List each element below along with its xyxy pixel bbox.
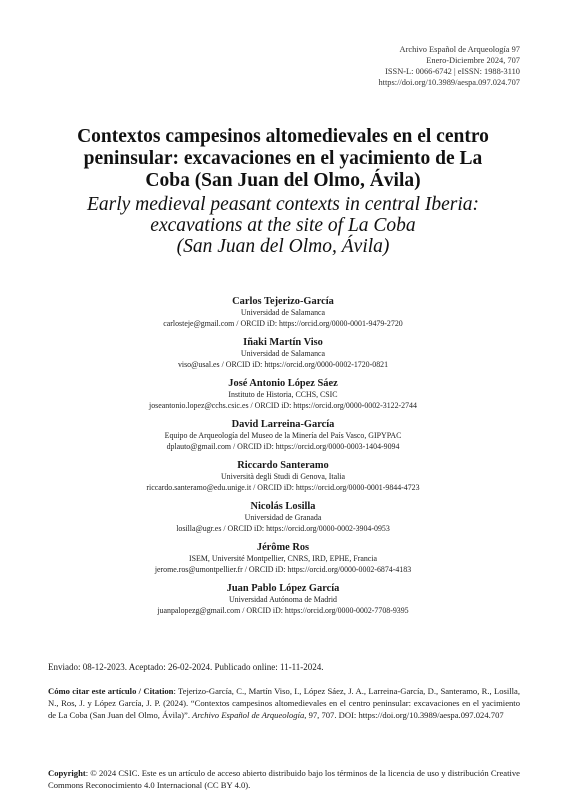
author-entry	[40, 459, 526, 493]
citation-label: Cómo citar este artículo / Citation	[48, 686, 174, 696]
title-english	[48, 194, 518, 257]
author-entry	[40, 336, 526, 370]
title-en-line: excavations at the site of La Coba	[150, 215, 416, 236]
author-affiliation: Equipo de Arqueología del Museo de la Minería del País Vasco, GIPYPAC	[164, 431, 402, 440]
journal-header	[378, 44, 520, 88]
author-contact[interactable]: jerome.ros@umontpellier.fr / ORCID iD: https://orcid.org/0000-0002-6874-4183	[154, 564, 412, 574]
title-en-line: Early medieval peasant contexts in central Iberia:	[86, 194, 480, 215]
author-entry	[40, 541, 526, 575]
author-list	[40, 295, 526, 623]
author-entry	[40, 500, 526, 534]
title-block	[48, 126, 518, 257]
author-affiliation: Università degli Studi di Genova, Italia	[220, 472, 346, 481]
author-name: Iñaki Martín Viso	[243, 337, 323, 348]
author-contact[interactable]: dplauto@gmail.com / ORCID iD: https://orcid.org/0000-0003-1404-9094	[166, 441, 400, 451]
author-affiliation: Universidad de Salamanca	[240, 308, 326, 317]
journal-doi-link[interactable]: https://doi.org/10.3989/aespa.097.024.707	[378, 78, 520, 87]
author-contact[interactable]: carlosteje@gmail.com / ORCID iD: https://orcid.org/0000-0001-9479-2720	[163, 318, 403, 328]
author-contact[interactable]: losilla@ugr.es / ORCID iD: https://orcid.org/0000-0002-3904-0953	[176, 523, 390, 533]
author-affiliation: Universidad de Salamanca	[240, 349, 326, 358]
title-en-line: (San Juan del Olmo, Ávila)	[176, 236, 390, 257]
journal-issn: ISSN-L: 0066-6742 | eISSN: 1988-3110	[385, 67, 520, 76]
author-name: Carlos Tejerizo-García	[232, 296, 334, 307]
author-name: Jérôme Ros	[256, 542, 310, 553]
copyright-label: Copyright	[48, 768, 86, 778]
author-name: Juan Pablo López García	[226, 583, 340, 594]
author-contact[interactable]: viso@usal.es / ORCID iD: https://orcid.org/0000-0002-1720-0821	[177, 359, 389, 369]
author-entry	[40, 295, 526, 329]
author-name: José Antonio López Sáez	[228, 378, 338, 389]
author-affiliation: Instituto de Historia, CCHS, CSIC	[228, 390, 338, 399]
author-contact[interactable]: joseantonio.lopez@cchs.csic.es / ORCID iD: https://orcid.org/0000-0002-3122-2744	[149, 400, 417, 410]
title-es-line: Coba (San Juan del Olmo, Ávila)	[145, 170, 421, 191]
citation-text: : Tejerizo-García, C., Martín Viso, I., López Sáez, J. A., Larreina-García, D., Santeramo, R., Losilla, N., Ros, J. y López García, J. P. (2024). “Contextos campesinos altomedievales en el centro peninsular: excavaciones en el yacimiento de La Coba (San Juan del Olmo, Ávila)”.	[48, 686, 520, 720]
author-entry	[40, 582, 526, 616]
title-es-line: peninsular: excavaciones en el yacimiento de La	[83, 148, 483, 169]
copyright-text: : © 2024 CSIC. Este es un artículo de acceso abierto distribuido bajo los términos de la licencia de uso y distribución Creative Commons Reconocimiento 4.0 Internacional (CC BY 4.0).	[48, 768, 520, 790]
citation-block	[48, 685, 520, 721]
journal-name: Archivo Español de Arqueología 97	[399, 45, 520, 54]
author-affiliation: ISEM, Université Montpellier, CNRS, IRD, EPHE, Francia	[189, 554, 377, 563]
author-contact[interactable]: riccardo.santeramo@edu.unige.it / ORCID iD: https://orcid.org/0000-0001-9844-4723	[146, 482, 420, 492]
author-name: Nicolás Losilla	[250, 501, 316, 512]
submission-dates: Enviado: 08-12-2023. Aceptado: 26-02-2024. Publicado online: 11-11-2024.	[48, 662, 324, 672]
author-name: David Larreina-García	[231, 419, 335, 430]
author-entry	[40, 418, 526, 452]
citation-tail[interactable]: , 97, 707. DOI: https://doi.org/10.3989/aespa.097.024.707	[304, 710, 504, 720]
title-spanish	[48, 126, 518, 192]
author-affiliation: Universidad de Granada	[244, 513, 322, 522]
title-es-line: Contextos campesinos altomedievales en el centro	[77, 126, 489, 147]
author-entry	[40, 377, 526, 411]
author-contact[interactable]: juanpalopezg@gmail.com / ORCID iD: https://orcid.org/0000-0002-7708-9395	[157, 605, 409, 615]
copyright-block	[48, 767, 520, 791]
author-name: Riccardo Santeramo	[237, 460, 329, 471]
citation-journal: Archivo Español de Arqueología	[192, 710, 305, 720]
journal-issue: Enero-Diciembre 2024, 707	[426, 56, 520, 65]
author-affiliation: Universidad Autónoma de Madrid	[228, 595, 338, 604]
